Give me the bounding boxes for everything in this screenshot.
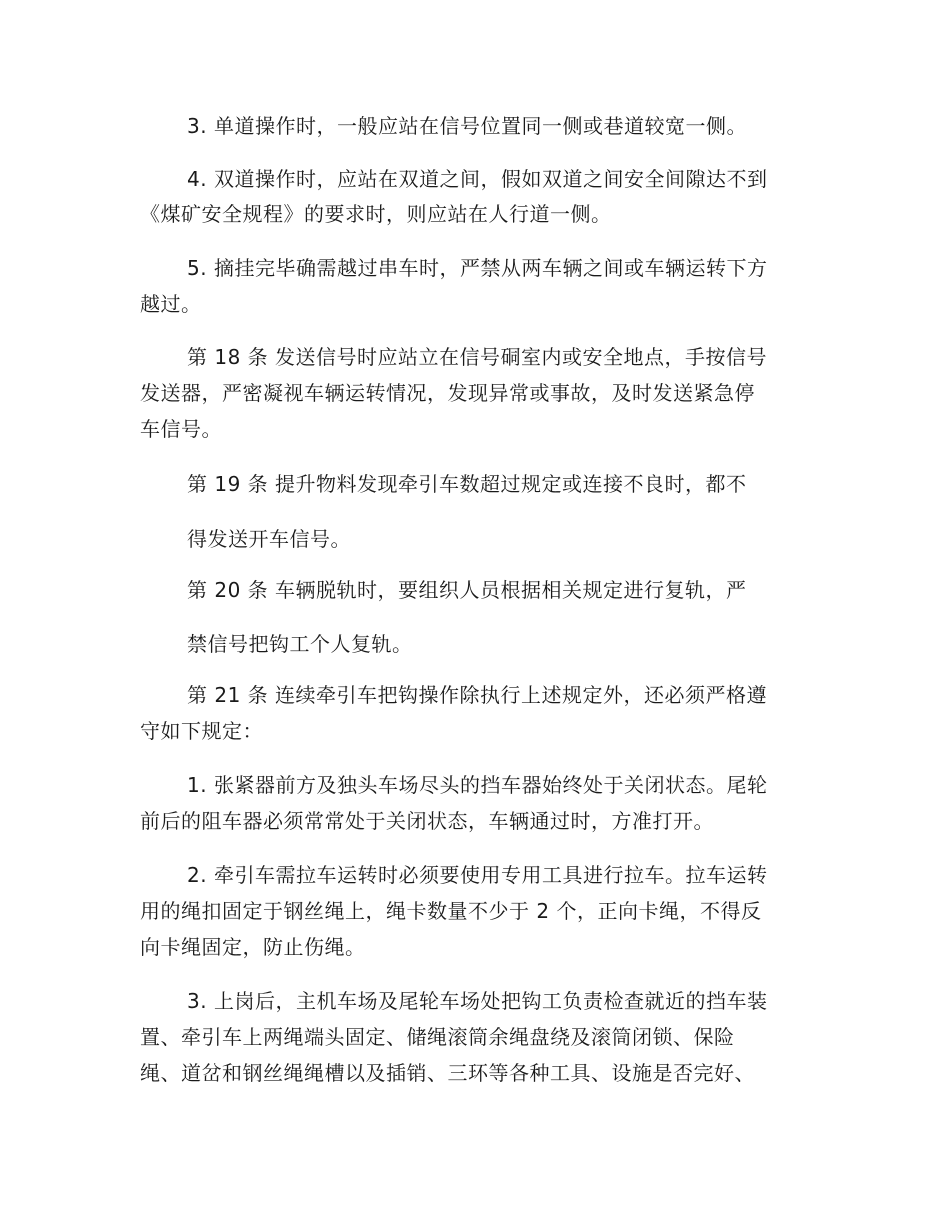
text-line-item-5-crossing: 5. 摘挂完毕确需越过串车时，严禁从两车辆之间或车辆运转下方 [187,256,768,280]
text-line-article-20-cont: 禁信号把钩工个人复轨。 [187,632,413,656]
text-line-article-18: 第 18 条 发送信号时应站立在信号硐室内或安全地点，手按信号 [187,345,768,369]
text-line-rule-3-cont-2: 绳、道岔和钢丝绳绳槽以及插销、三环等各种工具、设施是否完好、 [140,1061,755,1085]
text-line-item-4-cont: 《煤矿安全规程》的要求时，则应站在人行道一侧。 [140,202,612,226]
text-line-rule-2-cont-2: 向卡绳固定，防止伤绳。 [140,935,366,959]
text-line-article-21: 第 21 条 连续牵引车把钩操作除执行上述规定外，还必须严格遵 [187,683,768,707]
text-line-article-19-cont: 得发送开车信号。 [187,527,351,551]
text-line-article-18-cont-2: 车信号。 [140,417,222,441]
text-line-article-18-cont-1: 发送器，严密凝视车辆运转情况，发现异常或事故，及时发送紧急停 [140,381,755,405]
text-line-item-5-cont: 越过。 [140,292,202,316]
text-line-article-20: 第 20 条 车辆脱轨时，要组织人员根据相关规定进行复轨，严 [187,578,747,602]
text-line-rule-3-cont-1: 置、牵引车上两绳端头固定、储绳滚筒余绳盘绕及滚筒闭锁、保险 [140,1025,735,1049]
text-line-article-21-cont: 守如下规定： [140,719,263,743]
text-line-rule-2-cont-1: 用的绳扣固定于钢丝绳上，绳卡数量不少于 2 个，正向卡绳，不得反 [140,899,762,923]
text-line-rule-2: 2. 牵引车需拉车运转时必须要使用专用工具进行拉车。拉车运转 [187,863,768,887]
text-line-item-3-single-track: 3. 单道操作时，一般应站在信号位置同一侧或巷道较宽一侧。 [187,114,747,138]
text-line-article-19: 第 19 条 提升物料发现牵引车数超过规定或连接不良时，都不 [187,472,747,496]
text-line-item-4-double-track: 4. 双道操作时，应站在双道之间，假如双道之间安全间隙达不到 [187,167,768,191]
text-line-rule-1-cont: 前后的阻车器必须常常处于关闭状态，车辆通过时，方准打开。 [140,809,714,833]
text-line-rule-3: 3. 上岗后，主机车场及尾轮车场处把钩工负责检查就近的挡车装 [187,989,768,1013]
text-line-rule-1: 1. 张紧器前方及独头车场尽头的挡车器始终处于关闭状态。尾轮 [187,773,768,797]
